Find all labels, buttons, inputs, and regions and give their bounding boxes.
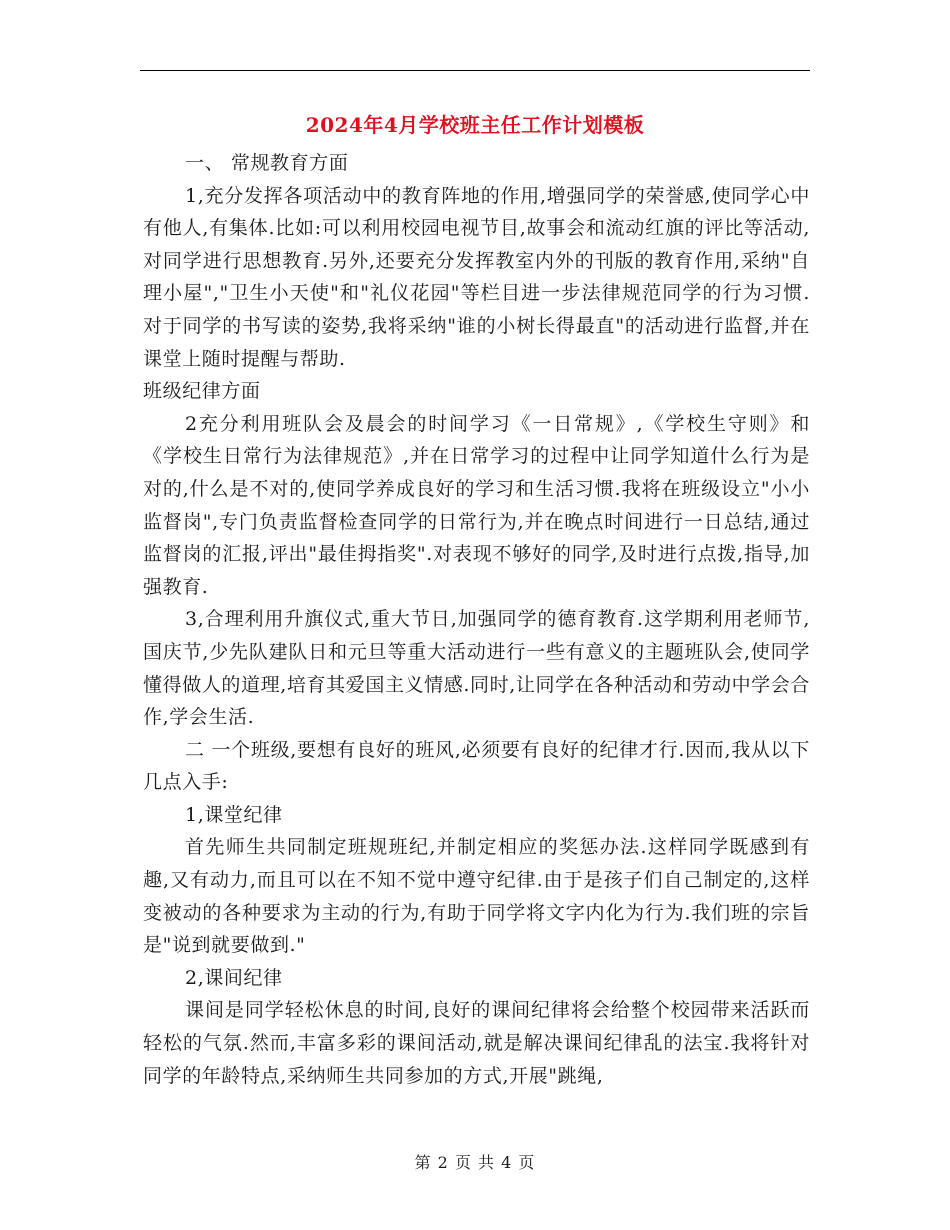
paragraph-p08: 首先师生共同制定班规班纪,并制定相应的奖惩办法.这样同学既感到有趣,又有动力,而且可以在不知不觉中遵守纪律.由于是孩子们自己制定的,这样变被动的各种要求为主动的行为,有助于同学将文字内化为行为.我们班的宗旨是"说到就要做到." <box>143 836 810 957</box>
paragraph-p02: 1,充分发挥各项活动中的教育阵地的作用,增强同学的荣誉感,使同学心中有他人,有集体.比如:可以利用校园电视节目,故事会和流动红旗的评比等活动,对同学进行思想教育.另外,还要充分发挥教室内外的刊版的教育作用,采纳"自理小屋","卫生小天使"和"礼仪花园"等栏目进一步法律规范同学的行为习惯.对于同学的书写读的姿势,我将采纳"谁的小树长得最直"的活动进行监督,并在课堂上随时提醒与帮助. <box>143 184 810 370</box>
page-footer: 第 2 页 共 4 页 <box>414 1153 536 1172</box>
paragraph-p07: 1,课堂纪律 <box>185 803 283 826</box>
paragraph-p05: 3,合理利用升旗仪式,重大节日,加强同学的德育教育.这学期利用老师节,国庆节,少先队建队日和元旦等重大活动进行一些有意义的主题班队会,使同学懂得做人的道理,培育其爱国主义情感.同时,让同学在各种活动和劳动中学会合作,学会生活. <box>143 608 810 729</box>
header-rule <box>140 70 810 71</box>
paragraph-p01: 一、 常规教育方面 <box>185 152 349 174</box>
paragraph-p09: 2,课间纪律 <box>185 966 283 989</box>
paragraph-p03: 班级纪律方面 <box>143 380 261 403</box>
paragraph-p10: 课间是同学轻松休息的时间,良好的课间纪律将会给整个校园带来活跃而轻松的气氛.然而,丰富多彩的课间活动,就是解决课间纪律乱的法宝.我将针对同学的年龄特点,采纳师生共同参加的方式,开展"跳绳, <box>143 999 810 1087</box>
paragraph-p04: 2充分利用班队会及晨会的时间学习《一日常规》,《学校生守则》和《学校生日常行为法律规范》,并在日常学习的过程中让同学知道什么行为是对的,什么是不对的,使同学养成良好的学习和生活习惯.我将在班级设立"小小监督岗",专门负责监督检查同学的日常行为,并在晚点时间进行一日总结,通过监督岗的汇报,评出"最佳拇指奖".对表现不够好的同学,及时进行点拨,指导,加强教育. <box>143 412 810 598</box>
document-title: 2024年4月学校班主任工作计划模板 <box>305 113 645 137</box>
paragraph-p06: 二 一个班级,要想有良好的班风,必须要有良好的纪律才行.因而,我从以下几点入手: <box>143 738 810 794</box>
document-body <box>143 147 810 1092</box>
